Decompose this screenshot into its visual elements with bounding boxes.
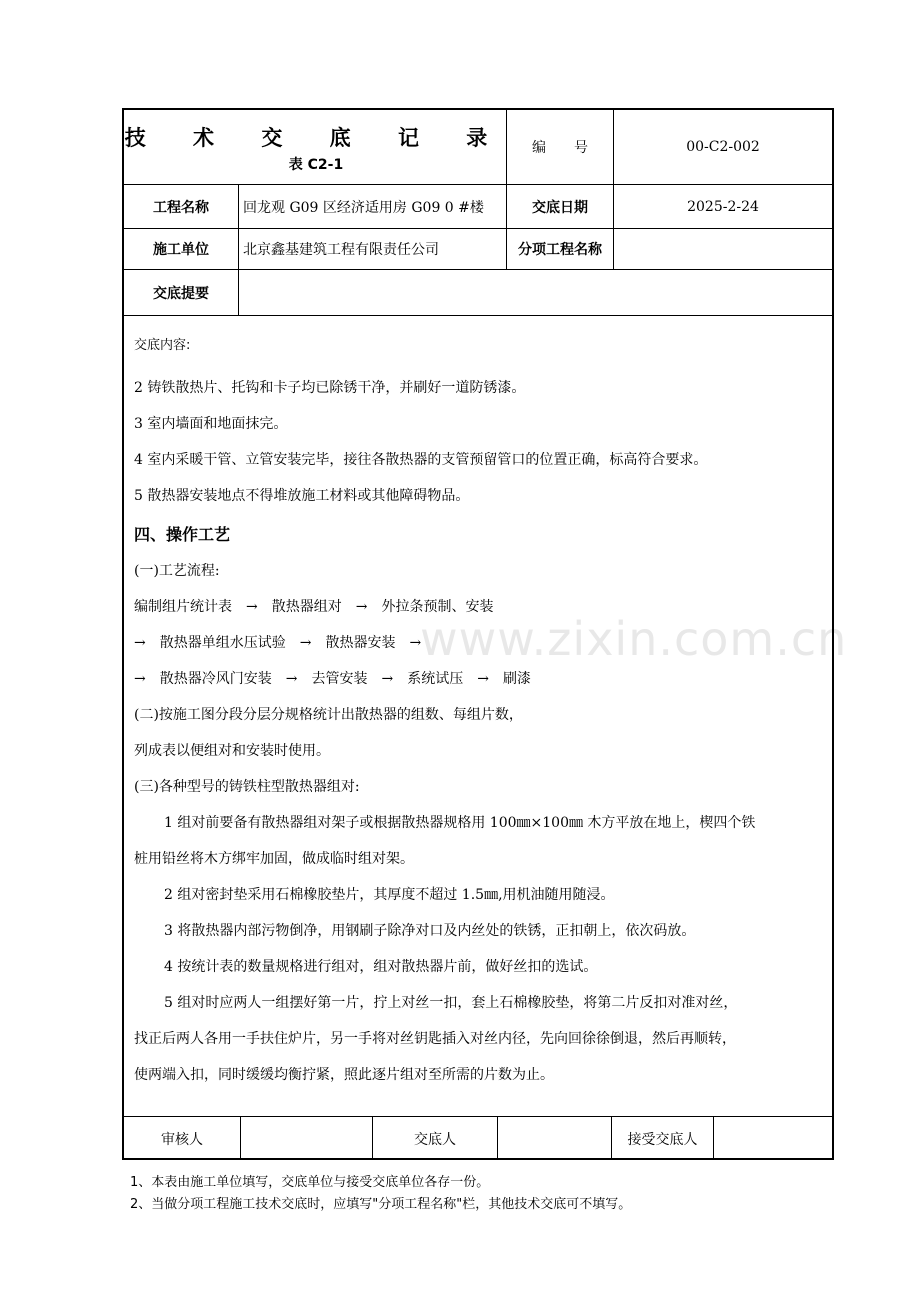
arrow-icon: → [409, 635, 422, 651]
flow-row [134, 596, 493, 616]
flow-step: 散热器安装 [325, 635, 396, 651]
date-label: 交底日期 [532, 199, 588, 216]
arrow-icon: → [246, 599, 258, 615]
date-value: 2025-2-24 [687, 198, 759, 215]
row-divider [124, 315, 832, 316]
col-divider [238, 184, 239, 315]
project-name-value: 回龙观 G09 区经济适用房 G09 0 #楼 [243, 199, 484, 216]
form-code: 表 C2-1 [288, 157, 344, 173]
arrow-icon: → [355, 599, 368, 615]
process-title: (一)工艺流程: [134, 563, 220, 579]
flow-row [134, 632, 435, 652]
content-item: 2 铸铁散热片、托钩和卡子均已除锈干净，并刷好一道防锈漆。 [134, 380, 526, 396]
paragraph-line: 桩用铅丝将木方绑牢加固，做成临时组对架。 [134, 851, 414, 867]
construction-unit-label: 施工单位 [153, 242, 209, 258]
watermark: www.zixin.com.cn [420, 612, 848, 666]
content-heading: 交底内容: [134, 338, 191, 353]
presenter-label: 交底人 [414, 1131, 456, 1148]
sub-project-value [614, 229, 832, 269]
arrow-icon: → [299, 635, 312, 651]
flow-step: 编制组片统计表 [134, 599, 232, 615]
content-item: 5 散热器安装地点不得堆放施工材料或其他障碍物品。 [134, 488, 470, 504]
paragraph-line: 5 组对时应两人一组摆好第一片，拧上对丝一扣，套上石棉橡胶垫，将第二片反扣对准对丝， [164, 995, 738, 1011]
note-line: 2、当做分项工程施工技术交底时，应填写"分项工程名称"栏，其他技术交底可不填写。 [130, 1197, 632, 1212]
paragraph-line: 3 将散热器内部污物倒净，用钢刷子除净对口及内丝处的铁锈，正扣朝上，依次码放。 [164, 923, 696, 939]
note-line: 1、本表由施工单位填写，交底单位与接受交底单位各存一份。 [130, 1175, 490, 1190]
arrow-icon: → [477, 671, 489, 687]
paragraph-line: 2 组对密封垫采用石棉橡胶垫片，其厚度不超过 1.5㎜,用机油随用随浸。 [164, 887, 615, 903]
flow-step: 刷漆 [502, 671, 531, 687]
sub-project-label: 分项工程名称 [518, 242, 602, 258]
summary-label: 交底提要 [153, 285, 209, 302]
paragraph-line: 使两端入扣，同时缓缓均衡拧紧，照此逐片组对至所需的片数为止。 [134, 1067, 554, 1083]
receiver-label: 接受交底人 [627, 1131, 698, 1148]
presenter-value [498, 1117, 611, 1160]
number-label: 编 号 [532, 140, 588, 156]
disclosure-form [122, 108, 834, 1160]
construction-unit-value: 北京鑫基建筑工程有限责任公司 [243, 242, 439, 258]
arrow-icon: → [134, 635, 146, 651]
form-notes [130, 1172, 631, 1216]
paragraph-line: 找正后两人各用一手扶住炉片，另一手将对丝钥匙插入对丝内径，先向回徐徐倒退，然后再顺转， [134, 1031, 736, 1047]
step-three-title: (三)各种型号的铸铁柱型散热器组对: [134, 779, 360, 795]
flow-step: 散热器冷风门安装 [159, 671, 272, 687]
arrow-icon: → [381, 671, 394, 687]
step-two-line: (二)按施工图分段分层分规格统计出散热器的组数、每组片数， [134, 707, 523, 723]
receiver-value [714, 1117, 832, 1160]
flow-step: 去管安装 [311, 671, 368, 687]
flow-step: 系统试压 [407, 671, 464, 687]
paragraph-line: 1 组对前要备有散热器组对架子或根据散热器规格用 100㎜×100㎜ 木方平放在地上，楔四个铁 [164, 815, 756, 831]
flow-step: 散热器单组水压试验 [159, 635, 286, 651]
paragraph-line: 4 按统计表的数量规格进行组对，组对散热器片前，做好丝扣的选试。 [164, 959, 598, 975]
content-item: 4 室内采暖干管、立管安装完毕，接往各散热器的支管预留管口的位置正确，标高符合要求。 [134, 452, 708, 468]
reviewer-value [241, 1117, 372, 1160]
section-title: 四、操作工艺 [134, 525, 231, 544]
flow-row [134, 668, 531, 688]
reviewer-label: 审核人 [161, 1131, 203, 1148]
step-two-line: 列成表以便组对和安装时使用。 [134, 743, 330, 759]
number-value: 00-C2-002 [686, 139, 760, 155]
flow-step: 外拉条预制、安装 [381, 599, 494, 615]
summary-value [243, 270, 828, 315]
project-name-label: 工程名称 [153, 199, 209, 216]
flow-step: 散热器组对 [271, 599, 342, 615]
arrow-icon: → [134, 671, 146, 687]
form-title: 技 术 交 底 记 录 [124, 126, 508, 150]
content-item: 3 室内墙面和地面抹完。 [134, 416, 288, 432]
arrow-icon: → [285, 671, 298, 687]
